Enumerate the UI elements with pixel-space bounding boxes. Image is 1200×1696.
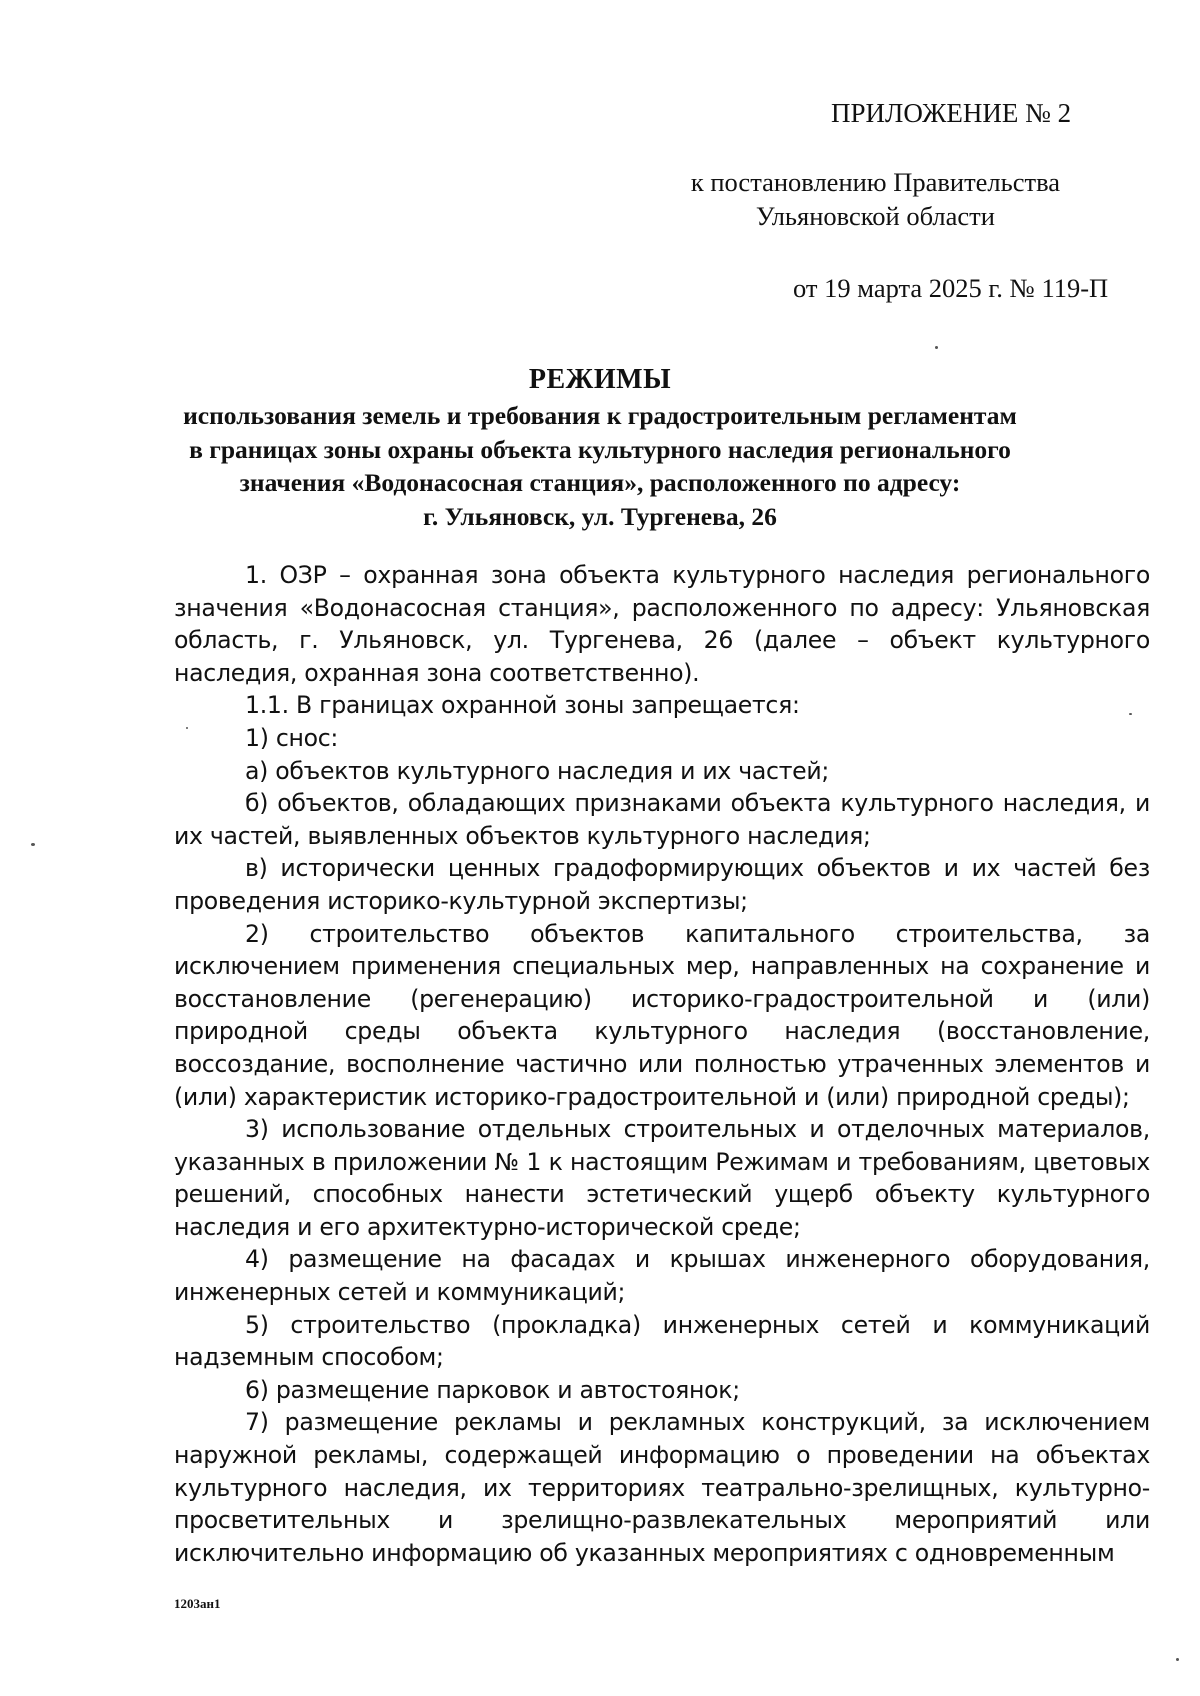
paragraph: 2) строительство объектов капитального строительства, за исключением применения специальных мер, направленных на сохранение и восстановление (регенерацию) историко-градостроительной и (или) природной среды объекта культурного наследия (восстановление, воссоздание, восполнение частично или полностью утраченных элементов и (или) характеристик историко-градостроительной и (или) природной среды); (174, 919, 1150, 1111)
paragraph: 3) использование отдельных строительных и отделочных материалов, указанных в приложении № 1 к настоящим Режимам и требованиям, цветовых решений, способных нанести эстетический ущерб объекту культурного наследия и его архитектурно-исторической среде; (174, 1115, 1150, 1241)
paragraph: 1. ОЗР – охранная зона объекта культурного наследия регионального значения «Водонасосная станция», расположенного по адресу: Ульяновская область, г. Ульяновск, ул. Тургенева, 26 (далее – объект культурного наследия, охранная зона соответственно). (174, 561, 1150, 687)
scan-speck (186, 727, 188, 729)
scan-speck (31, 843, 35, 846)
heading-line-2: в границах зоны охраны объекта культурного наследия регионального (189, 434, 1011, 464)
document-heading (140, 363, 1060, 533)
paragraph: в) исторически ценных градоформирующих объектов и их частей без проведения историко-культурной экспертизы; (174, 854, 1150, 915)
paragraph: 1.1. В границах охранной зоны запрещается: (245, 691, 800, 720)
paragraph: 1) снос: (245, 723, 339, 752)
heading-line-1: использования земель и требования к градостроительным регламентам (183, 401, 1017, 430)
decree-line-1: к постановлению Правительства (690, 167, 1060, 197)
decree-line-2: Ульяновской области (755, 201, 995, 231)
decree-reference (691, 165, 1060, 233)
heading-subtitle (140, 399, 1060, 533)
heading-title: РЕЖИМЫ (528, 364, 672, 395)
document-body (174, 559, 1150, 1569)
document-code: 1203ан1 (174, 1596, 221, 1611)
decree-date: от 19 марта 2025 г. № 119-П (793, 273, 1109, 303)
annex-number: ПРИЛОЖЕНИЕ № 2 (831, 98, 1072, 128)
paragraph: 7) размещение рекламы и рекламных конструкций, за исключением наружной рекламы, содержащей информацию о проведении на объектах культурного наследия, их территориях театрально-зрелищных, культурно-просветительных и зрелищно-развлекательных мероприятий или исключительно информацию об указанных мероприятиях с одновременным (174, 1408, 1150, 1567)
heading-line-3: значения «Водонасосная станция», расположенного по адресу: (239, 468, 961, 497)
paragraph: 5) строительство (прокладка) инженерных сетей и коммуникаций надземным способом; (174, 1310, 1150, 1372)
heading-line-4: г. Ульяновск, ул. Тургенева, 26 (423, 501, 777, 531)
scan-speck (1176, 1658, 1179, 1661)
scan-speck (1129, 713, 1132, 715)
paragraph: 6) размещение парковок и автостоянок; (245, 1375, 740, 1404)
scan-speck (935, 346, 938, 349)
paragraph: 4) размещение на фасадах и крышах инженерного оборудования, инженерных сетей и коммуникаций; (174, 1245, 1150, 1307)
paragraph: а) объектов культурного наследия и их частей; (245, 756, 830, 785)
paragraph: б) объектов, обладающих признаками объекта культурного наследия, и их частей, выявленных объектов культурного наследия; (174, 789, 1150, 850)
